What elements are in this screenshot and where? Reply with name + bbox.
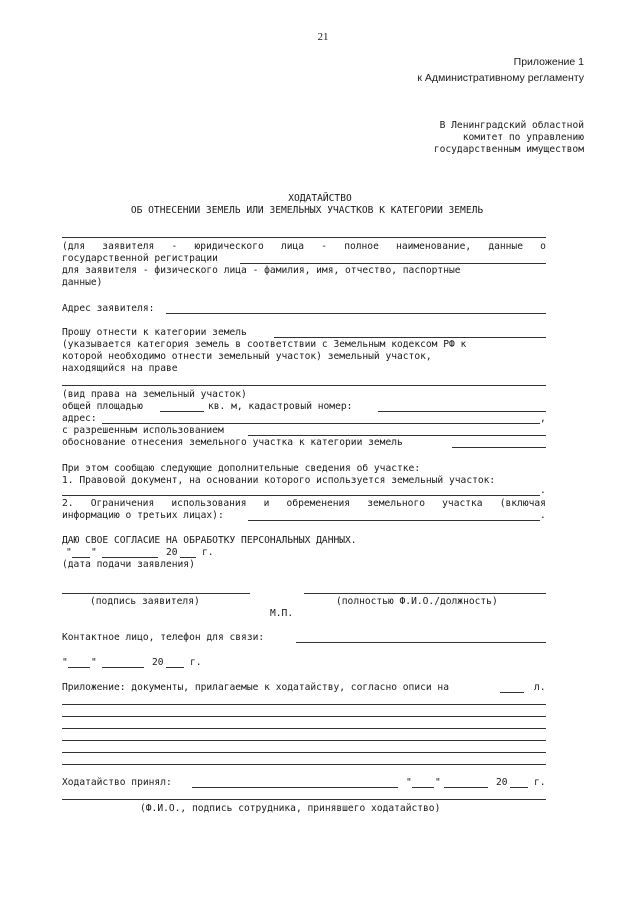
request-line-2: (указывается категория земель в соответствии с Земельным кодексом РФ к <box>62 339 467 350</box>
appendix-line-1: Приложение 1 <box>513 56 584 68</box>
third-parties-label: информацию о третьих лицах): <box>62 510 224 521</box>
consent-year-field[interactable] <box>180 557 196 558</box>
applicant-physical-hint: для заявителя - физического лица - фамилия, имя, отчество, паспортные <box>62 265 461 276</box>
attachment-pages-field[interactable] <box>500 692 524 693</box>
date2-year-field[interactable] <box>166 667 184 668</box>
applicant-registration-label: государственной регистрации <box>62 253 218 264</box>
registration-line[interactable] <box>240 263 546 264</box>
request-line-3: которой необходимо отнести земельный участок) земельный участок, <box>62 351 432 362</box>
attachment-line[interactable] <box>62 716 546 717</box>
contact-field[interactable] <box>296 642 546 643</box>
applicant-signature-line[interactable] <box>62 593 250 594</box>
basis-field[interactable] <box>452 447 546 448</box>
date2-quote-open: " <box>62 657 68 668</box>
attachment-line[interactable] <box>62 764 546 765</box>
cadastral-number-field[interactable] <box>378 411 546 412</box>
accepted-day-field[interactable] <box>412 787 434 788</box>
accepted-label: Ходатайство принял: <box>62 777 172 788</box>
third-parties-field[interactable] <box>248 520 540 521</box>
address-label: Адрес заявителя: <box>62 303 155 314</box>
area-field[interactable] <box>160 411 204 412</box>
stamp-label: М.П. <box>270 608 294 619</box>
additional-intro: При этом сообщаю следующие дополнительные сведения об участке: <box>62 463 421 474</box>
attachment-line[interactable] <box>62 752 546 753</box>
appendix-line-2: к Административному регламенту <box>417 72 584 84</box>
accepted-by-field[interactable] <box>192 787 398 788</box>
request-line-1: Прошу отнести к категории земель <box>62 327 247 338</box>
consent-year-suffix: г. <box>202 547 214 558</box>
addressee-line-1: В Ленинградский областной <box>439 120 584 131</box>
right-type-hint: (вид права на земельный участок) <box>62 389 247 400</box>
attachment-line[interactable] <box>62 740 546 741</box>
contact-label: Контактное лицо, телефон для связи: <box>62 632 265 643</box>
third-parties-dot: . <box>540 510 546 521</box>
document-title: ХОДАТАЙСТВО <box>288 193 352 204</box>
full-name-line[interactable] <box>304 593 546 594</box>
attachment-line[interactable] <box>62 728 546 729</box>
accepted-month-field[interactable] <box>444 787 488 788</box>
applicant-signature-hint: (подпись заявителя) <box>90 596 200 607</box>
parcel-address-field[interactable] <box>102 423 540 424</box>
permitted-use-field[interactable] <box>248 435 546 436</box>
accepted-year-field[interactable] <box>510 787 528 788</box>
accepted-quote-open: " <box>406 777 412 788</box>
accepted-hint: (Ф.И.О., подпись сотрудника, принявшего ходатайство) <box>140 803 441 814</box>
address-line[interactable] <box>166 313 546 314</box>
accepted-quote-close: " <box>435 777 441 788</box>
permitted-use-label: с разрешенным использованием <box>62 425 224 436</box>
attachment-label: Приложение: документы, прилагаемые к ходатайству, согласно описи на <box>62 682 449 693</box>
consent-date-quote-open: " <box>66 547 72 558</box>
category-line[interactable] <box>274 337 546 338</box>
date2-day-field[interactable] <box>68 667 90 668</box>
consent-year-prefix: 20 <box>166 547 178 558</box>
consent-date-hint: (дата подачи заявления) <box>62 559 195 570</box>
request-line-4: находящийся на праве <box>62 363 178 374</box>
restrictions-label: 2. Ограничения использования и обременения земельного участка (включая <box>62 498 546 509</box>
page-number: 21 <box>317 31 329 43</box>
accepted-year-prefix: 20 <box>496 777 508 788</box>
addressee-line-2: комитет по управлению <box>462 132 584 143</box>
date2-month-field[interactable] <box>102 667 144 668</box>
applicant-data-label: данные) <box>62 277 103 288</box>
addressee-line-3: государственным имуществом <box>433 144 584 155</box>
parcel-address-comma: , <box>540 413 546 424</box>
date2-year-prefix: 20 <box>152 657 164 668</box>
date2-year-suffix: г. <box>190 657 202 668</box>
area-unit-label: кв. м, кадастровый номер: <box>208 401 353 412</box>
legal-document-field[interactable] <box>62 495 540 496</box>
attachment-line[interactable] <box>62 704 546 705</box>
consent-date-quote-close: " <box>91 547 97 558</box>
legal-document-dot: . <box>540 485 546 496</box>
applicant-line[interactable] <box>62 237 546 238</box>
legal-document-label: 1. Правовой документ, на основании которого используется земельный участок: <box>62 475 496 486</box>
accepted-year-suffix: г. <box>534 777 546 788</box>
consent-text: ДАЮ СВОЕ СОГЛАСИЕ НА ОБРАБОТКУ ПЕРСОНАЛЬНЫХ ДАННЫХ. <box>62 535 357 546</box>
consent-month-field[interactable] <box>102 557 158 558</box>
document-subtitle: ОБ ОТНЕСЕНИИ ЗЕМЕЛЬ ИЛИ ЗЕМЕЛЬНЫХ УЧАСТКОВ К КАТЕГОРИИ ЗЕМЕЛЬ <box>130 205 484 216</box>
applicant-legal-hint: (для заявителя - юридического лица - полное наименование, данные о <box>62 241 546 252</box>
consent-day-field[interactable] <box>72 557 90 558</box>
area-label: общей площадью <box>62 401 143 412</box>
accepted-hint-line <box>62 799 546 800</box>
date2-quote-close: " <box>91 657 97 668</box>
right-type-line[interactable] <box>62 385 546 386</box>
full-name-hint: (полностью Ф.И.О./должность) <box>336 596 498 607</box>
attachment-pages-suffix: л. <box>534 682 546 693</box>
basis-label: обоснование отнесения земельного участка к категории земель <box>62 437 403 448</box>
parcel-address-label: адрес: <box>62 413 97 424</box>
